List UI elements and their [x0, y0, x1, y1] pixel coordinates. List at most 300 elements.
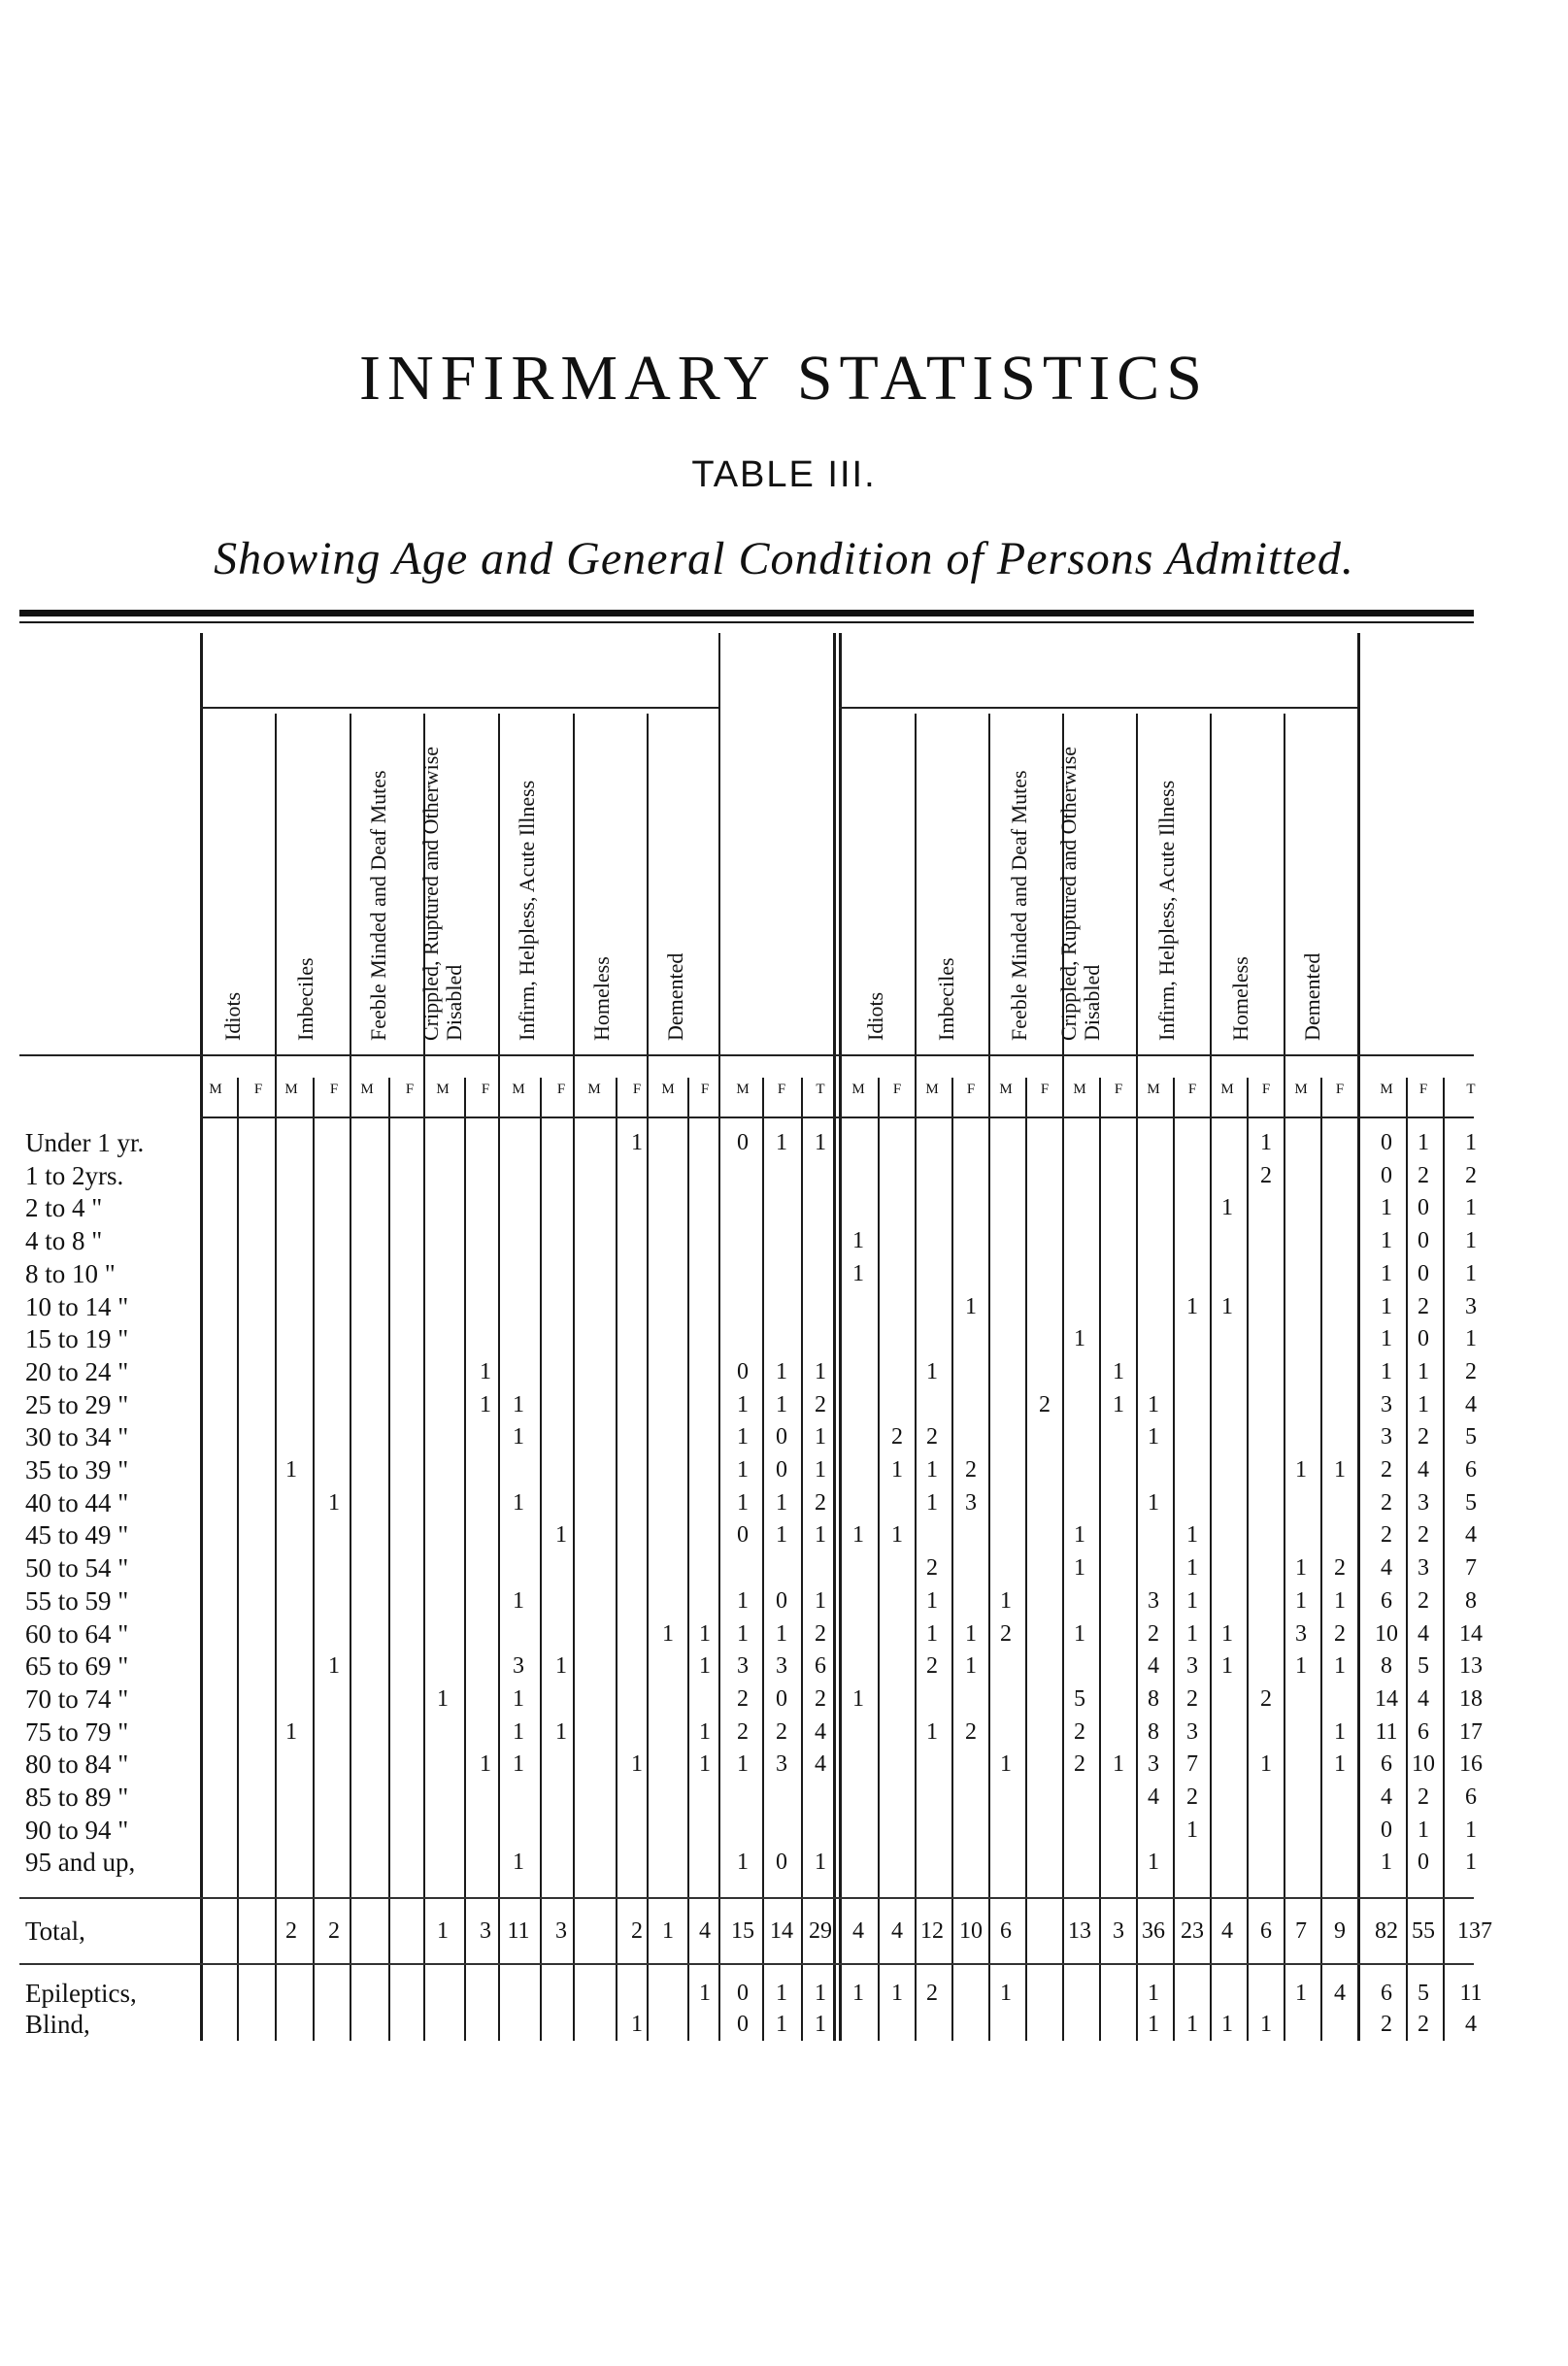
grand-total-value: 2 [1465, 1358, 1477, 1384]
cell-value: 10 [959, 1918, 983, 1944]
grand-total-value: 17 [1459, 1718, 1483, 1745]
cell-value: 12 [920, 1918, 944, 1944]
column-rule [1357, 633, 1360, 2041]
cell-value: 4 [1148, 1653, 1159, 1680]
age-label: Under 1 yr. [25, 1128, 145, 1157]
cell-value: 4 [891, 1918, 903, 1944]
total-value: 15 [731, 1918, 754, 1944]
cell-value: 2 [926, 1424, 938, 1450]
cell-value: 2 [1334, 1555, 1346, 1582]
sex-label: M [360, 1082, 374, 1097]
age-label: 80 to 84 " [25, 1750, 129, 1780]
cell-value: 23 [1181, 1918, 1204, 1944]
grand-total-value: 4 [1465, 1391, 1477, 1417]
grand-total-value: 1 [1381, 1358, 1392, 1384]
cell-value: 1 [1186, 1816, 1198, 1843]
sex-label: M [512, 1082, 525, 1097]
grand-total-value: 5 [1418, 1653, 1429, 1680]
category-label: Imbeciles [934, 957, 958, 1041]
cell-value: 1 [1148, 1981, 1159, 2006]
grand-total-value: 1 [1418, 1358, 1429, 1384]
cell-value: 1 [1074, 1326, 1085, 1352]
age-label: 30 to 34 " [25, 1422, 129, 1452]
cell-value: 1 [631, 1130, 643, 1155]
column-rule [647, 714, 649, 2041]
total-value: 6 [815, 1653, 826, 1680]
cell-value: 1 [480, 1751, 491, 1778]
cell-value: 4 [1221, 1918, 1233, 1944]
cell-value: 1 [1000, 1587, 1012, 1614]
grand-total-value: 3 [1465, 1293, 1477, 1319]
total-value: 2 [815, 1685, 826, 1712]
grand-total-value: 4 [1381, 1784, 1392, 1810]
grand-total-value: 1 [1381, 1326, 1392, 1352]
cell-value: 2 [1186, 1685, 1198, 1712]
grand-total-value: 2 [1418, 1293, 1429, 1319]
total-value: 14 [770, 1918, 793, 1944]
sex-label: M [1380, 1082, 1393, 1097]
sex-label: M [851, 1082, 865, 1097]
cell-value: 2 [1334, 1620, 1346, 1647]
header-rule-thin [19, 621, 1474, 623]
category-label: Idiots [220, 991, 245, 1041]
grand-total-value: 6 [1381, 1587, 1392, 1614]
total-value: 1 [815, 1587, 826, 1614]
cell-value: 3 [1295, 1620, 1307, 1647]
total-value: 3 [776, 1751, 787, 1778]
grand-total-value: 2 [1465, 1162, 1477, 1188]
cell-value: 1 [1221, 1620, 1233, 1647]
cell-value: 1 [662, 1620, 674, 1647]
cell-value: 2 [965, 1457, 977, 1483]
cell-value: 8 [1148, 1718, 1159, 1745]
sex-label: F [481, 1082, 490, 1097]
cell-value: 1 [926, 1489, 938, 1516]
grand-total-value: 4 [1418, 1457, 1429, 1483]
category-label: Idiots [863, 991, 887, 1041]
cell-value: 1 [699, 1620, 711, 1647]
cell-value: 1 [1186, 1293, 1198, 1319]
grand-total-value: 5 [1465, 1489, 1477, 1516]
cell-value: 1 [926, 1358, 938, 1384]
grand-total-value: 1 [1381, 1293, 1392, 1319]
age-label: 55 to 59 " [25, 1585, 129, 1616]
cell-value: 1 [513, 1718, 524, 1745]
grand-total-value: 11 [1375, 1718, 1398, 1745]
grand-total-value: 1 [1465, 1816, 1477, 1843]
cell-value: 1 [1334, 1751, 1346, 1778]
row-label: Total, [25, 1916, 85, 1946]
column-rule [350, 714, 351, 2041]
column-rule [718, 633, 720, 2041]
cell-value: 1 [699, 1718, 711, 1745]
cell-value: 1 [1334, 1653, 1346, 1680]
age-label: 35 to 39 " [25, 1455, 129, 1484]
grand-total-value: 1 [1381, 1228, 1392, 1254]
cell-value: 1 [1113, 1358, 1124, 1384]
cell-value: 1 [1148, 1489, 1159, 1516]
age-label: 45 to 49 " [25, 1520, 129, 1550]
cell-value: 1 [1334, 1457, 1346, 1483]
cell-value: 1 [1221, 1195, 1233, 1221]
cell-value: 1 [1000, 1751, 1012, 1778]
cell-value: 1 [1148, 2012, 1159, 2037]
total-value: 2 [737, 1685, 749, 1712]
cell-value: 1 [965, 1620, 977, 1647]
cell-value: 3 [1148, 1751, 1159, 1778]
column-rule [988, 714, 990, 2041]
total-value: 2 [815, 1620, 826, 1647]
category-label: Demented [1300, 952, 1324, 1041]
column-rule [1136, 714, 1138, 2041]
total-value: 2 [815, 1391, 826, 1417]
total-rule-bottom [19, 1963, 1474, 1965]
cell-value: 1 [513, 1391, 524, 1417]
sex-label: M [1294, 1082, 1308, 1097]
cell-value: 1 [1148, 1849, 1159, 1876]
cell-value: 6 [1000, 1918, 1012, 1944]
sex-label: F [405, 1082, 415, 1097]
grand-total-value: 4 [1381, 1555, 1392, 1582]
cell-value: 2 [1148, 1620, 1159, 1647]
grand-total-value: 0 [1381, 1816, 1392, 1843]
total-value: 0 [737, 1981, 749, 2006]
cell-value: 1 [1334, 1718, 1346, 1745]
sex-label: F [253, 1082, 263, 1097]
total-value: 1 [776, 1981, 787, 2006]
age-label: 65 to 69 " [25, 1651, 129, 1682]
column-rule [573, 714, 575, 2041]
header-rule-thick [19, 610, 1474, 616]
cell-value: 2 [1186, 1784, 1198, 1810]
cell-value: 2 [1074, 1751, 1085, 1778]
cell-value: 2 [1039, 1391, 1051, 1417]
cell-value: 1 [1186, 1587, 1198, 1614]
grand-total-value: 1 [1465, 1228, 1477, 1254]
age-label: 10 to 14 " [25, 1291, 129, 1321]
sex-label: F [1040, 1082, 1050, 1097]
cell-value: 1 [1260, 1130, 1272, 1155]
grand-total-value: 8 [1465, 1587, 1477, 1614]
age-label: 15 to 19 " [25, 1324, 129, 1354]
sex-label: F [632, 1082, 642, 1097]
cell-value: 4 [699, 1918, 711, 1944]
grand-total-value: 14 [1459, 1620, 1483, 1647]
age-label: 90 to 94 " [25, 1815, 129, 1845]
grand-total-value: 6 [1381, 1751, 1392, 1778]
grand-total-value: 0 [1418, 1195, 1429, 1221]
category-label: Infirm, Helpless, Acute Illness [1154, 780, 1179, 1041]
sex-label: F [1261, 1082, 1271, 1097]
sex-label: F [1335, 1082, 1345, 1097]
cell-value: 1 [285, 1718, 297, 1745]
total-value: 0 [776, 1685, 787, 1712]
grand-total-value: 2 [1381, 1457, 1392, 1483]
category-label: Crippled, Ruptured and Otherwise Disabled [418, 746, 466, 1041]
cell-value: 1 [1295, 1587, 1307, 1614]
sex-label: F [329, 1082, 339, 1097]
grand-total-value: 11 [1459, 1981, 1483, 2006]
column-rule [915, 714, 917, 2041]
grand-total-value: 137 [1457, 1918, 1492, 1944]
cell-value: 1 [1260, 2012, 1272, 2037]
total-value: 1 [815, 1130, 826, 1155]
cell-value: 1 [1221, 2012, 1233, 2037]
cell-value: 1 [1186, 1555, 1198, 1582]
cell-value: 1 [513, 1751, 524, 1778]
grand-total-value: 2 [1381, 1522, 1392, 1549]
grand-total-value: 0 [1418, 1228, 1429, 1254]
cell-value: 1 [965, 1293, 977, 1319]
group-rule [200, 707, 718, 709]
cell-value: 2 [1260, 1685, 1272, 1712]
cell-value: 3 [1186, 1718, 1198, 1745]
sex-label: M [1073, 1082, 1086, 1097]
sex-label: F [892, 1082, 902, 1097]
grand-total-value: 8 [1381, 1653, 1392, 1680]
total-value: 0 [737, 2012, 749, 2037]
total-value: 1 [737, 1587, 749, 1614]
grand-total-value: 6 [1465, 1457, 1477, 1483]
cell-value: 1 [555, 1718, 567, 1745]
cell-value: 1 [437, 1918, 449, 1944]
total-value: 0 [776, 1424, 787, 1450]
category-label: Crippled, Ruptured and Otherwise Disabled [1056, 746, 1104, 1041]
age-label: 95 and up, [25, 1848, 136, 1878]
column-rule [275, 714, 277, 2041]
cell-value: 1 [480, 1358, 491, 1384]
total-value: 0 [737, 1522, 749, 1549]
grand-total-value: 2 [1418, 1522, 1429, 1549]
grand-total-value: 6 [1381, 1981, 1392, 2006]
total-value: 4 [815, 1751, 826, 1778]
total-value: 0 [776, 1849, 787, 1876]
grand-total-value: 3 [1418, 1555, 1429, 1582]
total-value: 1 [776, 1522, 787, 1549]
age-label: 50 to 54 " [25, 1553, 129, 1583]
total-value: 1 [737, 1457, 749, 1483]
grand-total-value: 7 [1465, 1555, 1477, 1582]
sex-label: F [1114, 1082, 1123, 1097]
total-value: 0 [737, 1130, 749, 1155]
grand-total-value: 1 [1418, 1816, 1429, 1843]
grand-total-value: 0 [1381, 1162, 1392, 1188]
cell-value: 13 [1068, 1918, 1091, 1944]
total-value: 1 [815, 2012, 826, 2037]
total-value: 1 [776, 1489, 787, 1516]
total-value: 0 [737, 1358, 749, 1384]
cell-value: 1 [513, 1849, 524, 1876]
sex-label: T [816, 1082, 825, 1097]
total-value: 1 [776, 1620, 787, 1647]
cell-value: 2 [926, 1981, 938, 2006]
grand-total-value: 1 [1465, 1326, 1477, 1352]
cell-value: 5 [1074, 1685, 1085, 1712]
cell-value: 4 [1148, 1784, 1159, 1810]
age-label: 20 to 24 " [25, 1356, 129, 1386]
total-value: 3 [737, 1653, 749, 1680]
cell-value: 1 [852, 1981, 864, 2006]
cell-value: 1 [1074, 1620, 1085, 1647]
category-label: Homeless [589, 956, 614, 1041]
sex-label: M [661, 1082, 675, 1097]
cell-value: 1 [699, 1653, 711, 1680]
grand-total-value: 1 [1465, 1260, 1477, 1286]
cell-value: 1 [328, 1489, 340, 1516]
cell-value: 1 [480, 1391, 491, 1417]
age-label: 85 to 89 " [25, 1783, 129, 1812]
age-label: 1 to 2yrs. [25, 1160, 124, 1190]
grand-total-value: 1 [1381, 1195, 1392, 1221]
cell-value: 4 [852, 1918, 864, 1944]
cell-value: 1 [631, 1751, 643, 1778]
cell-value: 1 [513, 1424, 524, 1450]
cell-value: 1 [1148, 1424, 1159, 1450]
column-rule [1284, 714, 1285, 2041]
grand-total-value: 1 [1465, 1195, 1477, 1221]
cell-value: 9 [1334, 1918, 1346, 1944]
total-value: 0 [776, 1457, 787, 1483]
table-subtitle: Showing Age and General Condition of Persons Admitted. [214, 533, 1354, 584]
header-bottom-rule [19, 1054, 1474, 1056]
grand-total-value: 55 [1412, 1918, 1435, 1944]
cell-value: 1 [513, 1685, 524, 1712]
cell-value: 2 [1260, 1162, 1272, 1188]
category-label: Homeless [1228, 956, 1252, 1041]
sex-label: M [999, 1082, 1013, 1097]
total-value: 29 [809, 1918, 832, 1944]
sex-label: F [777, 1082, 786, 1097]
cell-value: 1 [1113, 1391, 1124, 1417]
total-value: 1 [776, 2012, 787, 2037]
grand-total-value: 1 [1418, 1391, 1429, 1417]
age-label: 60 to 64 " [25, 1618, 129, 1649]
grand-total-value: 3 [1381, 1424, 1392, 1450]
grand-total-value: 1 [1381, 1260, 1392, 1286]
sex-label: F [556, 1082, 566, 1097]
page-title: INFIRMARY STATISTICS [359, 343, 1209, 414]
grand-total-value: 3 [1418, 1489, 1429, 1516]
cell-value: 1 [1260, 1751, 1272, 1778]
sex-label: M [587, 1082, 601, 1097]
grand-total-value: 14 [1375, 1685, 1398, 1712]
cell-value: 2 [965, 1718, 977, 1745]
cell-value: 3 [1148, 1587, 1159, 1614]
grand-total-value: 5 [1418, 1981, 1429, 2006]
grand-total-value: 4 [1418, 1685, 1429, 1712]
cell-value: 1 [285, 1457, 297, 1483]
total-value: 4 [815, 1718, 826, 1745]
grand-total-value: 1 [1381, 1849, 1392, 1876]
category-label: Demented [663, 952, 687, 1041]
cell-value: 7 [1186, 1751, 1198, 1778]
cell-value: 1 [926, 1620, 938, 1647]
cell-value: 36 [1142, 1918, 1165, 1944]
total-value: 2 [815, 1489, 826, 1516]
sex-label: M [209, 1082, 222, 1097]
total-value: 1 [815, 1522, 826, 1549]
grand-total-value: 2 [1381, 1489, 1392, 1516]
column-rule [200, 633, 203, 2041]
grand-total-value: 2 [1418, 1784, 1429, 1810]
cell-value: 1 [852, 1228, 864, 1254]
cell-value: 1 [555, 1522, 567, 1549]
sex-label: M [436, 1082, 450, 1097]
cell-value: 1 [328, 1653, 340, 1680]
cell-value: 1 [926, 1718, 938, 1745]
total-value: 1 [776, 1391, 787, 1417]
total-value: 1 [737, 1849, 749, 1876]
grand-total-value: 1 [1418, 1130, 1429, 1155]
cell-value: 1 [926, 1457, 938, 1483]
total-value: 0 [776, 1587, 787, 1614]
cell-value: 1 [891, 1522, 903, 1549]
age-label: 8 to 10 " [25, 1258, 116, 1288]
grand-total-value: 2 [1381, 2012, 1392, 2037]
age-label: 40 to 44 " [25, 1487, 129, 1517]
total-value: 1 [737, 1751, 749, 1778]
total-value: 1 [815, 1981, 826, 2006]
category-label: Feeble Minded and Deaf Mutes [1007, 770, 1031, 1041]
cell-value: 3 [1113, 1918, 1124, 1944]
sex-label: F [966, 1082, 976, 1097]
sex-label: M [1220, 1082, 1234, 1097]
cell-value: 2 [631, 1918, 643, 1944]
sex-rule [200, 1116, 1474, 1118]
category-label: Imbeciles [293, 957, 317, 1041]
total-value: 2 [737, 1718, 749, 1745]
cell-value: 2 [1074, 1718, 1085, 1745]
grand-total-value: 1 [1465, 1130, 1477, 1155]
cell-value: 6 [1260, 1918, 1272, 1944]
age-label: 75 to 79 " [25, 1716, 129, 1747]
category-label: Feeble Minded and Deaf Mutes [366, 770, 390, 1041]
column-rule [1210, 714, 1212, 2041]
grand-total-value: 6 [1465, 1784, 1477, 1810]
grand-total-value: 10 [1375, 1620, 1398, 1647]
column-rule [833, 633, 836, 2041]
total-value: 1 [776, 1358, 787, 1384]
cell-value: 1 [1000, 1981, 1012, 2006]
cell-value: 1 [699, 1751, 711, 1778]
grand-total-value: 82 [1375, 1918, 1398, 1944]
grand-total-value: 2 [1418, 1587, 1429, 1614]
cell-value: 1 [1186, 1522, 1198, 1549]
grand-total-value: 10 [1412, 1751, 1435, 1778]
cell-value: 1 [1334, 1587, 1346, 1614]
cell-value: 1 [1113, 1751, 1124, 1778]
grand-total-value: 0 [1418, 1260, 1429, 1286]
cell-value: 2 [328, 1918, 340, 1944]
table-label: TABLE III. [691, 454, 877, 495]
grand-total-value: 0 [1418, 1849, 1429, 1876]
grand-total-value: 1 [1465, 1849, 1477, 1876]
cell-value: 1 [891, 1981, 903, 2006]
cell-value: 3 [555, 1918, 567, 1944]
cell-value: 7 [1295, 1918, 1307, 1944]
grand-total-value: 2 [1418, 2012, 1429, 2037]
cell-value: 1 [1295, 1981, 1307, 2006]
grand-total-value: 18 [1459, 1685, 1483, 1712]
age-label: 25 to 29 " [25, 1389, 129, 1419]
cell-value: 2 [926, 1653, 938, 1680]
cell-value: 2 [1000, 1620, 1012, 1647]
cell-value: 2 [285, 1918, 297, 1944]
cell-value: 3 [480, 1918, 491, 1944]
cell-value: 1 [1295, 1653, 1307, 1680]
total-value: 1 [737, 1620, 749, 1647]
grand-total-value: 4 [1465, 2012, 1477, 2037]
